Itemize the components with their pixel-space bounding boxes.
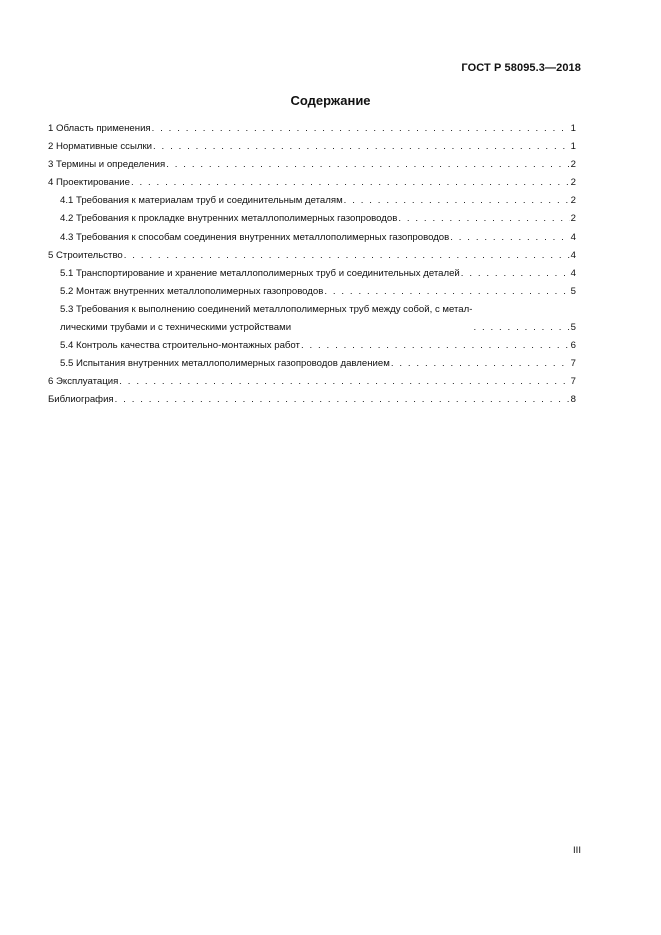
toc-leader — [166, 159, 569, 171]
toc-entry-4[interactable] — [48, 177, 576, 189]
toc-leader — [473, 322, 569, 334]
toc-entry-5-5[interactable] — [48, 358, 576, 370]
page-number: III — [573, 845, 581, 856]
toc-label: 3 Термины и определения — [48, 159, 166, 171]
toc-entry-5-4[interactable] — [48, 340, 576, 352]
toc-page: 8 — [570, 394, 576, 406]
toc-leader — [301, 340, 570, 352]
toc-label: Библиография — [48, 394, 114, 406]
toc-entry-4-2[interactable] — [48, 213, 576, 225]
toc-page: 1 — [570, 123, 576, 134]
toc-leader — [131, 177, 570, 189]
table-of-contents — [48, 123, 576, 412]
toc-page: 7 — [570, 376, 576, 388]
toc-leader — [115, 394, 570, 406]
toc-entry-4-1[interactable] — [48, 195, 576, 207]
toc-leader — [153, 141, 570, 153]
toc-label: 5.3 Требования к выполнению соединений металлополимерных труб между собой, с метал- — [60, 303, 473, 315]
toc-leader — [398, 213, 569, 225]
toc-entry-1[interactable] — [48, 123, 576, 135]
toc-leader — [391, 358, 570, 370]
toc-label: 5.2 Монтаж внутренних металлополимерных газопроводов — [60, 285, 324, 297]
toc-page: 4 — [570, 267, 576, 279]
toc-label-continuation: лическими трубами и с техническими устройствами — [60, 321, 292, 333]
toc-entry-2[interactable] — [48, 141, 576, 153]
toc-page: 4 — [570, 249, 576, 261]
toc-label: 1 Область применения — [48, 123, 151, 134]
toc-entry-bibliography[interactable] — [48, 394, 576, 406]
toc-entry-5-1[interactable] — [48, 268, 576, 280]
toc-label: 4.2 Требования к прокладке внутренних металлополимерных газопроводов — [60, 213, 398, 225]
toc-label-wrap — [60, 304, 472, 334]
toc-label: 5.4 Контроль качества строительно-монтажных работ — [60, 340, 300, 352]
toc-leader — [344, 195, 570, 207]
toc-entry-4-3[interactable] — [48, 232, 576, 244]
toc-label: 6 Эксплуатация — [48, 376, 119, 388]
toc-label: 2 Нормативные ссылки — [48, 141, 153, 153]
toc-entry-3[interactable] — [48, 159, 576, 171]
toc-page: 6 — [570, 340, 576, 352]
page-title: Содержание — [290, 93, 371, 108]
toc-leader — [124, 250, 570, 262]
document-code: ГОСТ Р 58095.3—2018 — [461, 62, 581, 74]
toc-page: 2 — [570, 177, 576, 189]
toc-label: 4.1 Требования к материалам труб и соединительным деталям — [60, 195, 343, 207]
toc-leader — [461, 268, 570, 280]
toc-page: 5 — [570, 285, 576, 297]
toc-page: 2 — [570, 159, 576, 171]
toc-page: 2 — [570, 195, 576, 207]
toc-leader — [119, 376, 569, 388]
toc-label: 5 Строительство — [48, 249, 123, 261]
toc-page: 7 — [570, 358, 576, 370]
toc-page: 5 — [570, 321, 576, 333]
toc-entry-5-2[interactable] — [48, 286, 576, 298]
toc-label: 4.3 Требования к способам соединения внутренних металлополимерных газопроводов — [60, 231, 450, 243]
toc-label: 4 Проектирование — [48, 177, 130, 189]
toc-label: 5.5 Испытания внутренних металлополимерных газопроводов давлением — [60, 358, 390, 370]
toc-leader — [324, 286, 569, 298]
toc-page: 4 — [570, 231, 576, 243]
toc-entry-6[interactable] — [48, 376, 576, 388]
toc-page: 2 — [570, 213, 576, 225]
toc-label: 5.1 Транспортирование и хранение металлополимерных труб и соединительных деталей — [60, 267, 460, 279]
toc-leader — [450, 232, 569, 244]
toc-leader — [152, 123, 570, 135]
toc-page: 1 — [570, 141, 576, 153]
toc-entry-5-3[interactable] — [48, 304, 576, 334]
toc-entry-5[interactable] — [48, 250, 576, 262]
